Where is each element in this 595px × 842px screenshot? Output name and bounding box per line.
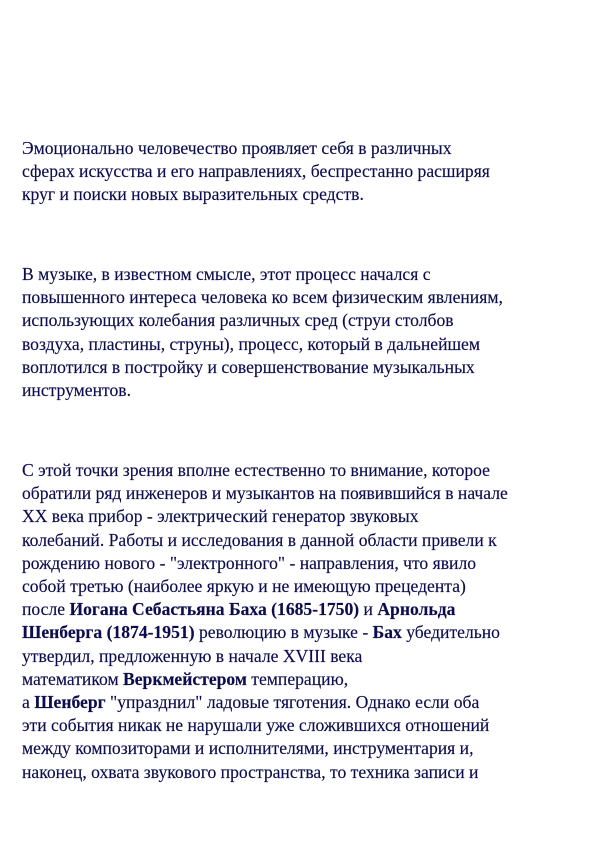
text-line: круг и поиски новых выразительных средств.: [22, 184, 364, 205]
bold-name-schoenberg-short: Шенберг: [34, 692, 106, 713]
text-line: собой третью (наиболее яркую и не имеющую прецедента): [22, 576, 466, 597]
text-line: С этой точки зрения вполне естественно то внимание, которое: [22, 460, 490, 480]
text-run: революцию в музыке -: [194, 622, 373, 643]
text-line: [22, 598, 508, 621]
text-run: математиком: [22, 668, 123, 689]
text-line: воплотился в постройку и совершенствование музыкальных: [22, 356, 475, 377]
text-run: а: [22, 692, 35, 713]
text-line: между композиторами и исполнителями, инструментария и,: [22, 738, 474, 759]
text-line: наконец, охвата звукового пространства, то техника записи и: [22, 761, 479, 782]
text-line: Эмоционально человечество проявляет себя в различных: [22, 138, 452, 158]
text-run: и: [359, 599, 378, 620]
text-line: воздуха, пластины, струны), процесс, который в дальнейшем: [22, 333, 480, 354]
paragraph-1: [22, 137, 490, 207]
text-line: колебаний. Работы и исследования в данной области привели к: [22, 529, 497, 550]
text-line: [22, 668, 508, 691]
text-line: сферах искусства и его направлениях, беспрестанно расширяя: [22, 161, 490, 182]
text-run: после: [22, 599, 70, 620]
text-line: [22, 691, 508, 714]
text-line: эти события никак не нарушали уже сложившихся отношений: [22, 715, 490, 736]
bold-name-arnold: Арнольда: [377, 599, 456, 620]
text-line: [22, 621, 508, 644]
paragraph-2: [22, 263, 503, 402]
bold-name-bach-short: Бах: [372, 622, 402, 643]
bold-name-werckmeister: Веркмейстером: [122, 668, 247, 689]
text-line: рождению нового - "электронного" - направления, что явило: [22, 552, 477, 573]
text-line: повышенного интереса человека ко всем физическим явлениям,: [22, 287, 503, 308]
bold-name-bach: Иогана Себастьяна Баха (1685-1750): [69, 599, 360, 620]
text-line: В музыке, в известном смысле, этот процесс начался с: [22, 264, 431, 284]
text-line: XX века прибор - электрический генератор звуковых: [22, 506, 419, 527]
text-line: использующих колебания различных сред (струи столбов: [22, 310, 454, 331]
text-run: убедительно: [401, 622, 500, 643]
text-line: инструментов.: [22, 380, 131, 401]
bold-name-schoenberg: Шенберга (1874-1951): [22, 622, 195, 643]
text-run: темперацию,: [246, 668, 349, 689]
text-run: "упразднил" ладовые тяготения. Однако если оба: [105, 692, 480, 713]
text-line: обратили ряд инженеров и музыкантов на появившийся в начале: [22, 483, 508, 504]
paragraph-3: [22, 459, 508, 784]
text-line: утвердил, предложенную в начале XVIII века: [22, 645, 363, 666]
